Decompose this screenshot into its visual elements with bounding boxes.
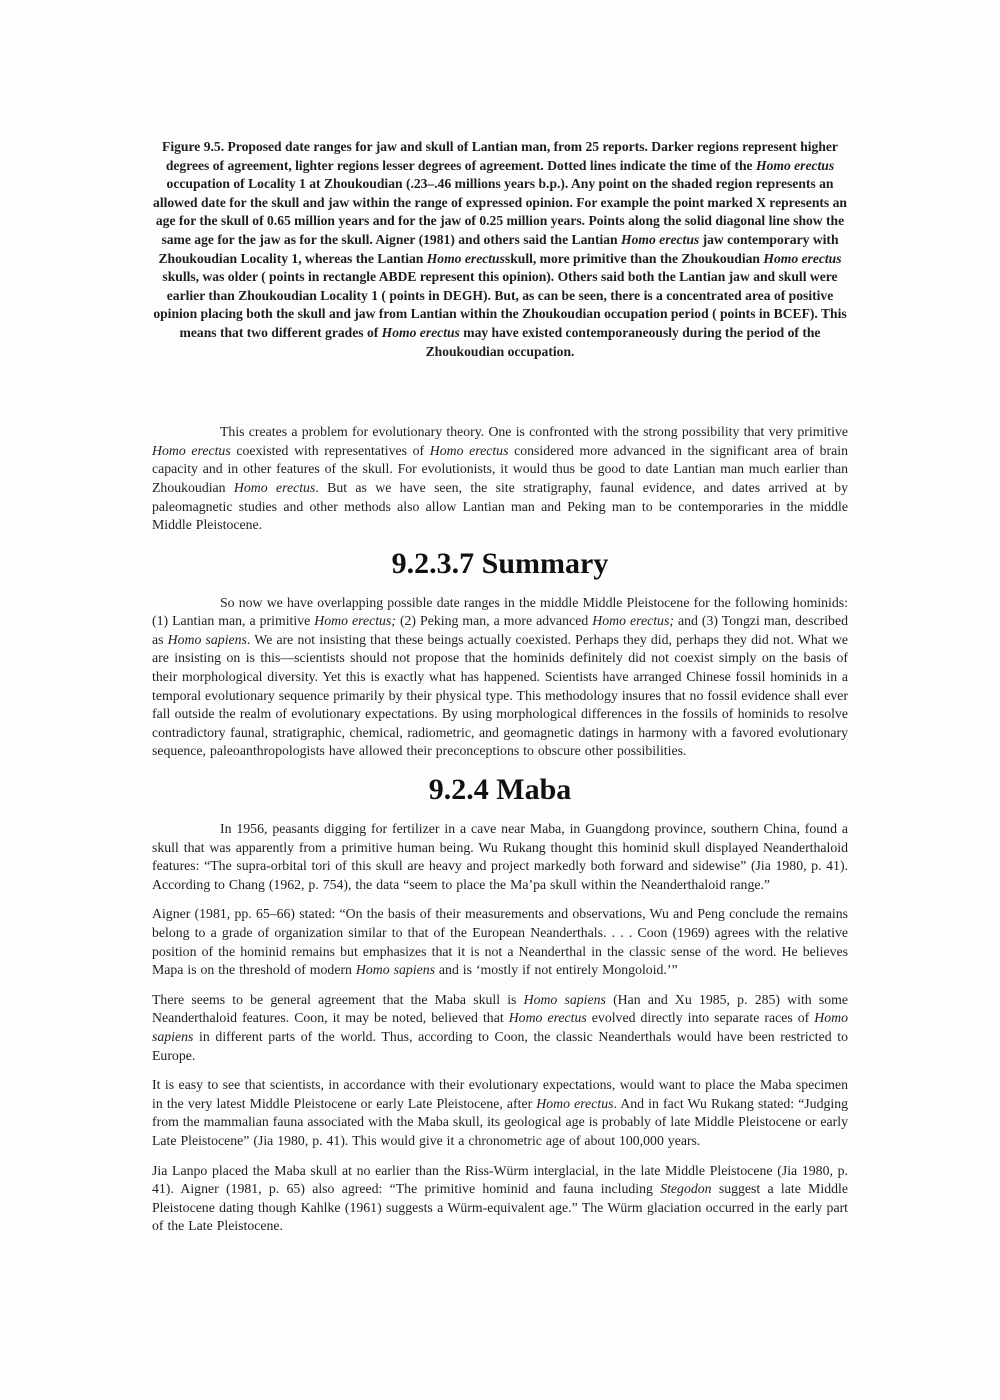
maba-paragraph-2: Aigner (1981, pp. 65–66) stated: “On the basis of their measurements and observations, Wu and Peng conclude the remains belong to a grade of organization similar to that of the European Neanderthals. . . . Coon (1969) agrees with the relative position of the hominid remains but emphasizes that it is not a Neanderthal in the classic sense of the word. He believes Mapa is on the threshold of modern Homo sapiens and is ‘mostly if not entirely Mongoloid.’” (152, 906, 848, 978)
figure-caption: Figure 9.5. Proposed date ranges for jaw and skull of Lantian man, from 25 reports. Darker regions represent higher degrees of agreement, lighter regions lesser degrees of agreement. Dotted lines indicate the time of the Homo erectus occupation of Locality 1 at Zhoukoudian (.23–.46 millions years b.p.). Any point on the shaded region represents an allowed date for the skull and jaw within the range of expressed opinion. For example the point marked X represents an age for the skull of 0.65 million years and for the jaw of 0.25 million years. Points along the solid diagonal line show the same age for the jaw as for the skull. Aigner (1981) and others said the Lantian Homo erectus jaw contemporary with Zhoukoudian Locality 1, whereas the Lantian Homo erectusskull, more primitive than the Zhoukoudian Homo erectus skulls, was older ( points in rectangle ABDE represent this opinion). Others said both the Lantian jaw and skull were earlier than Zhoukoudian Locality 1 ( points in DEGH). But, as can be seen, there is a concentrated area of positive opinion placing both the skull and jaw from Lantian within the Zhoukoudian occupation period ( points in BCEF). This means that two different grades of Homo erectus may have existed contemporaneously during the period of the Zhoukoudian occupation. (153, 139, 847, 359)
maba-paragraph-1: In 1956, peasants digging for fertilizer in a cave near Maba, in Guangdong province, southern China, found a skull that was apparently from a primitive human being. Wu Rukang thought this hominid skull displayed Neanderthaloid features: “The supra-orbital tori of this skull are heavy and project markedly both forward and sidewise” (Jia 1980, p. 41). According to Chang (1962, p. 754), the data “seem to place the Ma’pa skull within the Neanderthaloid range.” (152, 821, 848, 892)
summary-paragraph: So now we have overlapping possible date ranges in the middle Middle Pleistocene for the following hominids: (1) Lantian man, a primitive Homo erectus; (2) Peking man, a more advanced Homo erectus; and (3) Tongzi man, described as Homo sapiens. We are not insisting that these beings actually coexisted. Perhaps they did, perhaps they did not. What we are insisting on is this—scientists should not propose that the hominids definitely did not coexist simply on the basis of their morphological diversity. Yet this is exactly what has happened. Scientists have arranged Chinese fossil hominids in a temporal evolutionary sequence primarily by their physical type. This methodology insures that no fossil evidence shall ever fall outside the realm of evolutionary expectations. By using morphological differences in the fossils of hominids to resolve contradictory faunal, stratigraphic, chemical, radiometric, and geomagnetic datings in harmony with a favored evolutionary sequence, paleoanthropologists have allowed their preconceptions to obscure other possibilities. (152, 594, 848, 759)
maba-paragraph-5: Jia Lanpo placed the Maba skull at no earlier than the Riss-Würm interglacial, in the late Middle Pleistocene (Jia 1980, p. 41). Aigner (1981, p. 65) also agreed: “The primitive hominid and fauna including Stegodon suggest a late Middle Pleistocene dating though Kahlke (1961) suggests a Würm-equivalent age.” The Würm glaciation occurred in the early part of the Late Pleistocene. (152, 1162, 848, 1234)
maba-paragraph-4: It is easy to see that scientists, in accordance with their evolutionary expectations, would want to place the Maba specimen in the very latest Middle Pleistocene or early Late Pleistocene, after Homo erectus. And in fact Wu Rukang stated: “Judging from the mammalian fauna associated with the Maba skull, its geological age is probably of late Middle Pleistocene or early Late Pleistocene” (Jia 1980, p. 41). This would give it a chronometric age of about 100,000 years. (152, 1077, 848, 1148)
section-heading-maba: 9.2.4 Maba (428, 773, 572, 807)
maba-paragraph-3: There seems to be general agreement that the Maba skull is Homo sapiens (Han and Xu 1985, p. 285) with some Neanderthaloid features. Coon, it may be noted, believed that Homo erectus evolved directly into separate races of Homo sapiens in different parts of the world. Thus, according to Coon, the classic Neanderthals would have been restricted to Europe. (152, 991, 848, 1063)
section-heading-summary: 9.2.3.7 Summary (391, 546, 609, 580)
intro-paragraph: This creates a problem for evolutionary theory. One is confronted with the strong possibility that very primitive Homo erectus coexisted with representatives of Homo erectus considered more advanced in the significant area of brain capacity and in other features of the skull. For evolutionists, it would thus be good to date Lantian man much earlier than Zhoukoudian Homo erectus. But as we have seen, the site stratigraphy, faunal evidence, and dates arrived at by paleomagnetic studies and other methods also allow Lantian man and Peking man to be contemporaries in the middle Middle Pleistocene. (152, 424, 848, 533)
